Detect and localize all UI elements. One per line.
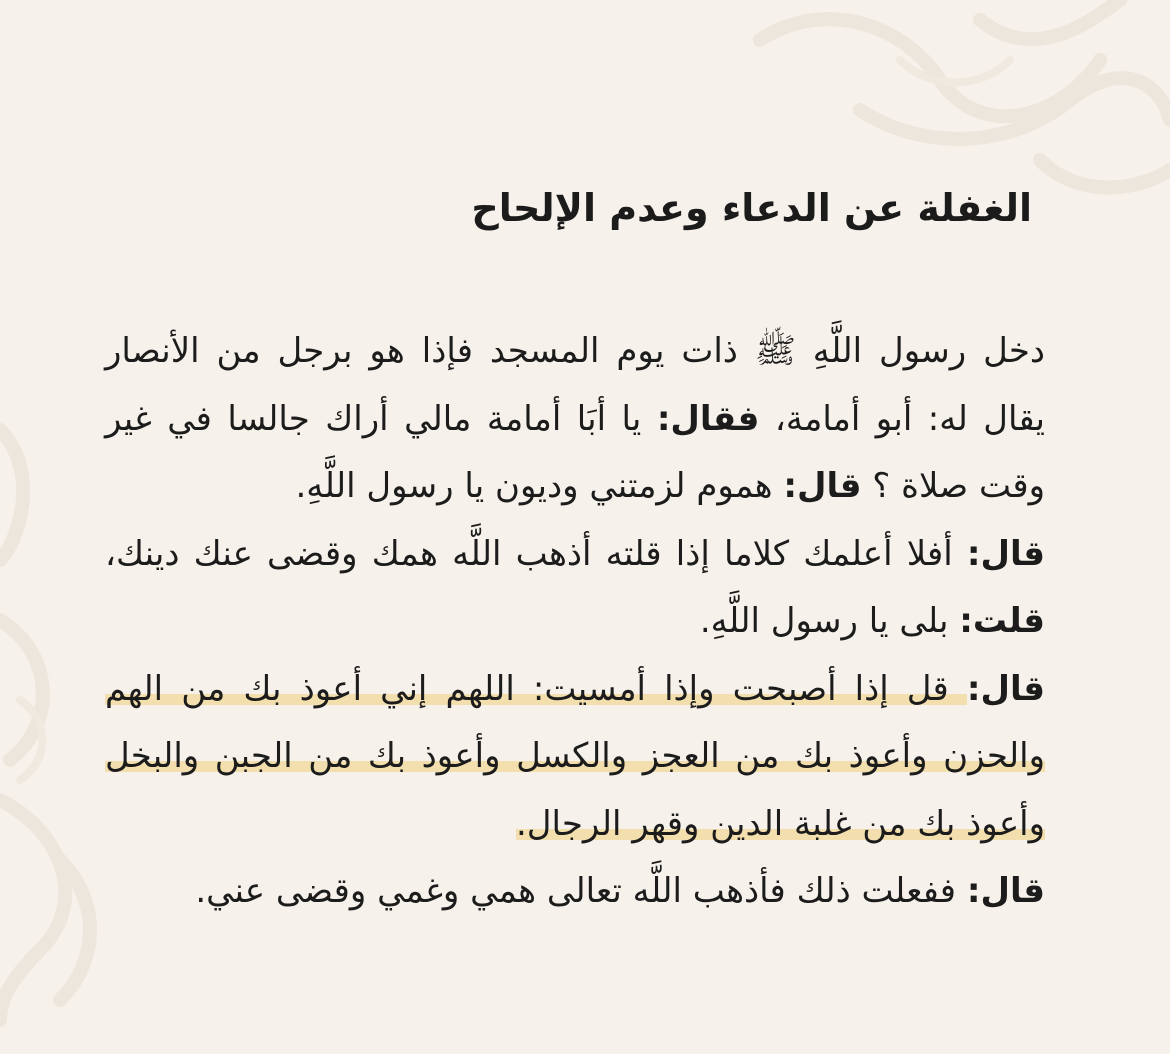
reply-text: بلى يا رسول اللَّهِ. xyxy=(699,601,960,641)
speaker-label: قلت: xyxy=(959,601,1045,641)
hadith-text xyxy=(105,318,1045,926)
offer-text: أفلا أعلمك كلاما إذا قلته أذهب اللَّه همك وقضى عنك دينك، xyxy=(105,533,967,574)
speaker-label: قال: xyxy=(966,668,1045,709)
speaker-label: قال: xyxy=(966,533,1045,574)
speaker-label: فقال: xyxy=(656,398,760,439)
supplication-paragraph xyxy=(105,656,1045,859)
supplication-highlight: قل إذا أصبحت وإذا أمسيت: اللهم إني أعوذ بك من الهم والحزن وأعوذ بك من العجز والكسل وأعوذ بك من الجبن والبخل وأعوذ بك من غلبة الدين وقهر الرجال. xyxy=(105,668,1045,844)
question-text: يا أبَا أمامة مالي أراك جالسا في غير وقت صلاة ؟ xyxy=(105,398,1045,506)
story-intro: دخل رسول اللَّهِ ﷺ ذات يوم المسجد فإذا هو برجل من الأنصار يقال له: أبو أمامة، xyxy=(105,331,1046,439)
outcome-paragraph xyxy=(105,858,1045,926)
story-paragraph xyxy=(105,318,1045,521)
speaker-label: قال: xyxy=(966,871,1045,911)
answer-text: هموم لزمتني وديون يا رسول اللَّهِ. xyxy=(295,466,784,506)
offer-paragraph xyxy=(105,521,1045,656)
speaker-label: قال: xyxy=(783,466,862,506)
page-title: الغفلة عن الدعاء وعدم الإلحاح xyxy=(471,186,1032,230)
outcome-text: ففعلت ذلك فأذهب اللَّه تعالى همي وغمي وقضى عني. xyxy=(195,871,967,911)
